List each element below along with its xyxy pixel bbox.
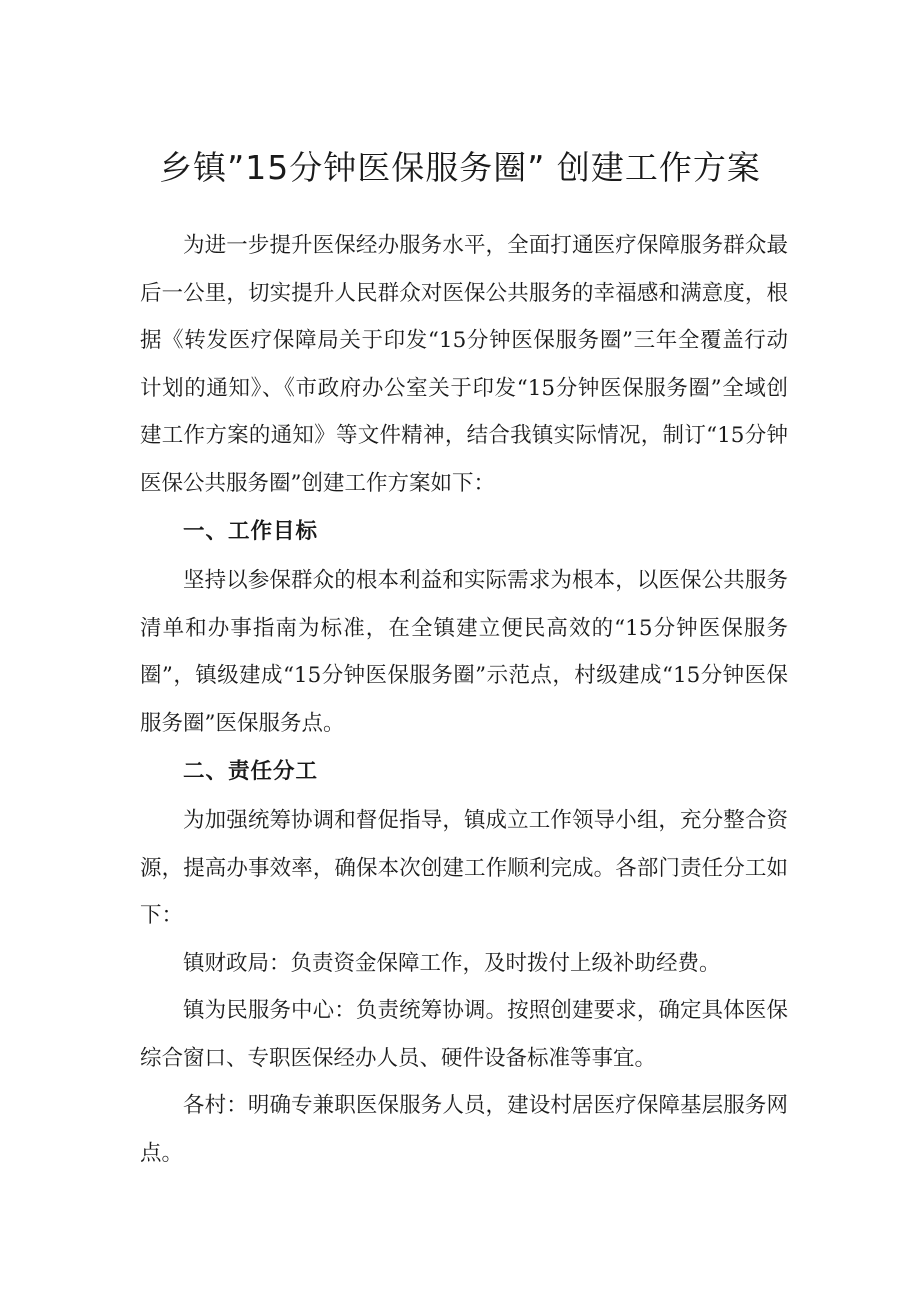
document-body — [140, 222, 788, 1177]
intro-paragraph: 为进一步提升医保经办服务水平，全面打通医疗保障服务群众最后一公里，切实提升人民群众对医保公共服务的幸福感和满意度，根据《转发医疗保障局关于印发“15分钟医保服务圈”三年全覆盖行动计划的通知》、《市政府办公室关于印发“15分钟医保服务圈”全域创建工作方案的通知》等文件精神，结合我镇实际情况，制订“15分钟医保公共服务圈”创建工作方案如下： — [140, 233, 788, 496]
villages-paragraph: 各村：明确专兼职医保服务人员，建设村居医疗保障基层服务网点。 — [140, 1093, 788, 1166]
responsibilities-paragraph: 为加强统筹协调和督促指导，镇成立工作领导小组，充分整合资源，提高办事效率，确保本次创建工作顺利完成。各部门责任分工如下： — [140, 808, 788, 928]
service-center-paragraph: 镇为民服务中心：负责统筹协调。按照创建要求，确定具体医保综合窗口、专职医保经办人员、硬件设备标准等事宜。 — [140, 998, 788, 1071]
finance-bureau-paragraph: 镇财政局：负责资金保障工作，及时拨付上级补助经费。 — [183, 950, 721, 976]
section-heading-goals: 一、工作目标 — [183, 519, 319, 544]
goals-paragraph: 坚持以参保群众的根本利益和实际需求为根本，以医保公共服务清单和办事指南为标准，在全镇建立便民高效的“15分钟医保服务圈”，镇级建成“15分钟医保服务圈”示范点，村级建成“15分钟医保服务圈”医保服务点。 — [140, 568, 788, 736]
section-heading-responsibilities: 二、责任分工 — [183, 759, 319, 784]
document-title: 乡镇”15分钟医保服务圈” 创建工作方案 — [159, 148, 761, 187]
